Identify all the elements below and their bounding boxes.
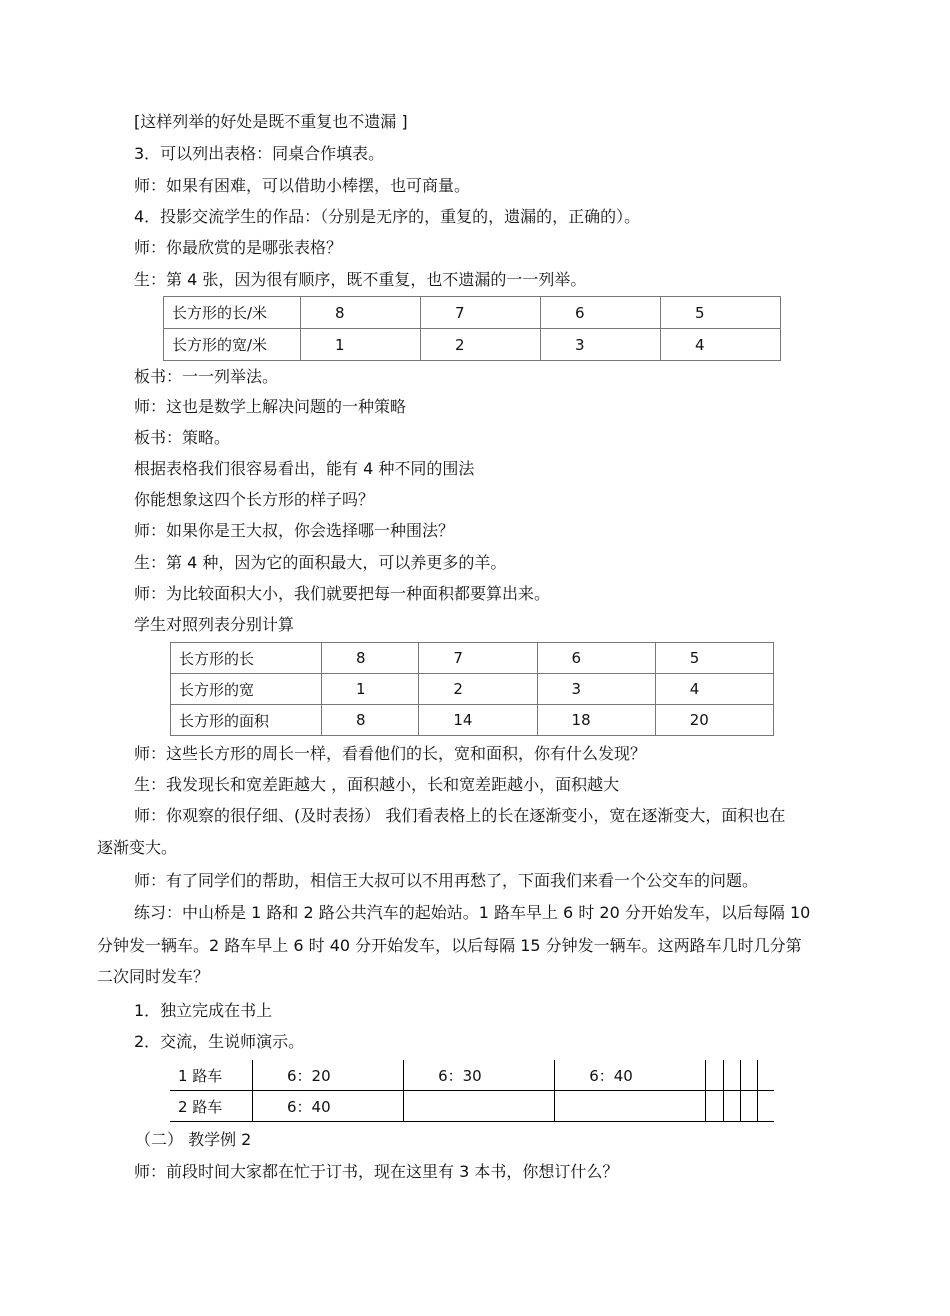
paragraph: 分钟发一辆车。2 路车早上 6 时 40 分开始发车，以后每隔 15 分钟发一辆车。这两路车几时几分第 — [97, 936, 802, 955]
paragraph: 根据表格我们很容易看出，能有 4 种不同的围法 — [134, 459, 475, 478]
table-cell: 8 — [322, 643, 419, 674]
table-cell: 6：40 — [555, 1060, 706, 1091]
table-row — [171, 705, 774, 736]
paragraph: 师：如果你是王大叔，你会选择哪一种围法？ — [134, 521, 455, 540]
rectangle-dimensions-table — [163, 296, 781, 361]
table-cell: 4 — [661, 329, 781, 361]
paragraph: 师：如果有困难，可以借助小棒摆，也可商量。 — [134, 176, 471, 195]
table-cell: 18 — [537, 705, 655, 736]
paragraph: [这样列举的好处是既不重复也不遗漏 ] — [134, 112, 408, 131]
paragraph: 4．投影交流学生的作品：（分别是无序的，重复的，遗漏的，正确的）。 — [134, 207, 641, 226]
table-cell — [706, 1091, 723, 1122]
paragraph: 生：第 4 种，因为它的面积最大，可以养更多的羊。 — [134, 553, 507, 572]
rectangle-area-table — [170, 642, 774, 736]
table-row — [171, 643, 774, 674]
table-cell: 6：30 — [404, 1060, 555, 1091]
paragraph: 你能想象这四个长方形的样子吗？ — [134, 490, 375, 509]
table-cell: 14 — [419, 705, 537, 736]
table-row — [170, 1091, 774, 1122]
table-row — [171, 674, 774, 705]
section-heading: （二） 教学例 2 — [135, 1130, 252, 1149]
table-cell — [758, 1060, 774, 1091]
table-cell — [740, 1091, 757, 1122]
table-cell — [706, 1060, 723, 1091]
table-cell: 1 — [322, 674, 419, 705]
table-cell: 8 — [301, 297, 421, 329]
table-cell: 1 — [301, 329, 421, 361]
table-cell — [740, 1060, 757, 1091]
paragraph: 二次同时发车？ — [97, 967, 210, 986]
paragraph: 学生对照列表分别计算 — [134, 615, 295, 634]
table-cell: 长方形的面积 — [171, 705, 322, 736]
table-cell: 5 — [661, 297, 781, 329]
paragraph: 生：第 4 张，因为很有顺序，既不重复，也不遗漏的一一列举。 — [134, 270, 587, 289]
table-cell — [555, 1091, 706, 1122]
table-cell: 3 — [541, 329, 661, 361]
table-cell: 长方形的长 — [171, 643, 322, 674]
paragraph: 练习：中山桥是 1 路和 2 路公共汽车的起始站。1 路车早上 6 时 20 分开始发车，以后每隔 10 — [134, 903, 811, 922]
paragraph: 3．可以列出表格：同桌合作填表。 — [134, 144, 385, 163]
table-cell — [758, 1091, 774, 1122]
table-cell: 8 — [322, 705, 419, 736]
table-cell: 长方形的宽/米 — [164, 329, 301, 361]
paragraph: 师：有了同学们的帮助，相信王大叔可以不用再愁了，下面我们来看一个公交车的问题。 — [134, 871, 759, 890]
table-cell: 7 — [419, 643, 537, 674]
table-cell: 5 — [655, 643, 773, 674]
table-cell: 2 — [421, 329, 541, 361]
paragraph: 逐渐变大。 — [97, 838, 178, 857]
paragraph: 师：你最欣赏的是哪张表格？ — [134, 238, 343, 257]
paragraph: 师：这些长方形的周长一样，看看他们的长，宽和面积，你有什么发现？ — [134, 744, 647, 763]
table-cell: 2 — [419, 674, 537, 705]
paragraph: 师：你观察的很仔细、(及时表扬） 我们看表格上的长在逐渐变小，宽在逐渐变大，面积也在 — [134, 806, 786, 825]
table-cell: 长方形的长/米 — [164, 297, 301, 329]
paragraph: 师：这也是数学上解决问题的一种策略 — [134, 397, 407, 416]
table-cell: 长方形的宽 — [171, 674, 322, 705]
table-cell: 4 — [655, 674, 773, 705]
table-cell: 6：20 — [253, 1060, 404, 1091]
table-cell — [404, 1091, 555, 1122]
bus-schedule-table — [170, 1060, 774, 1122]
table-row — [170, 1060, 774, 1091]
table-cell: 3 — [537, 674, 655, 705]
table-cell: 6 — [537, 643, 655, 674]
paragraph: 生：我发现长和宽差距越大 ，面积越小，长和宽差距越小，面积越大 — [134, 775, 620, 794]
table-cell — [723, 1091, 740, 1122]
paragraph: 师：为比较面积大小，我们就要把每一种面积都要算出来。 — [134, 584, 551, 603]
paragraph: 板书：一一列举法。 — [134, 367, 279, 386]
table-row — [164, 329, 781, 361]
table-cell: 7 — [421, 297, 541, 329]
table-cell: 2 路车 — [170, 1091, 253, 1122]
table-cell: 6 — [541, 297, 661, 329]
table-cell: 6：40 — [253, 1091, 404, 1122]
paragraph: 板书：策略。 — [134, 428, 231, 447]
table-cell: 20 — [655, 705, 773, 736]
paragraph: 师：前段时间大家都在忙于订书，现在这里有 3 本书，你想订什么？ — [134, 1162, 619, 1181]
paragraph: 1．独立完成在书上 — [134, 1001, 273, 1020]
table-row — [164, 297, 781, 329]
table-cell: 1 路车 — [170, 1060, 253, 1091]
table-cell — [723, 1060, 740, 1091]
paragraph: 2．交流，生说师演示。 — [134, 1032, 305, 1051]
